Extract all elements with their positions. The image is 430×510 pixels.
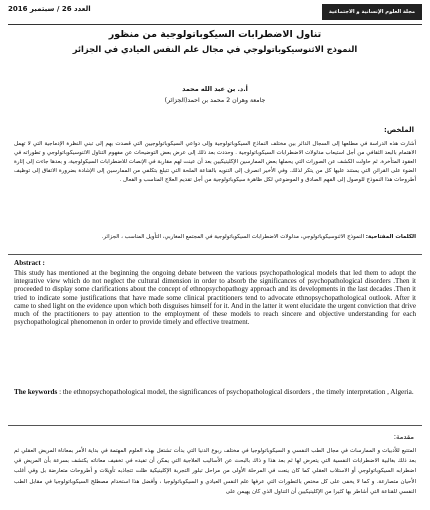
english-keywords-label: The keywords (14, 388, 58, 396)
issue-label: العدد 26 / سبتمبر 2016 (8, 5, 91, 13)
english-keywords (14, 388, 416, 397)
journal-name: مجلة العلوم الإنسانية و الاجتماعية (328, 9, 416, 15)
running-header (8, 4, 422, 22)
section-divider-2 (8, 425, 422, 426)
paper-title: تناول الاضطرابات السيكوباتولوجية من منظور (108, 29, 322, 40)
english-keywords-text: : the ethnopsychopathological model, the significances of psychopathological disorders , the timely interpretation , Algeria. (59, 388, 414, 396)
intro-heading: مقدمة: (393, 433, 414, 441)
arabic-keywords-heading: الكلمات المفتاحية: (365, 234, 416, 240)
paper-subtitle: النموذج الاثنوسيكوباتولوجي في مجال علم النفس العيادي في الجزائر (72, 44, 358, 54)
arabic-keywords (14, 232, 416, 242)
summary-text: أشارت هذه الدراسة في مطلعها إلى السجال الدائر بين مختلف النماذج السيكوباتولوجية وإلى دواعي السيكوباتولوجيين التي قصدت بهم إلى تبني النظرة الإدماجية التي لا تهمل الاهتمام بالبعد الثقافي من أجل استيعاب مدلولات الاضطرابات السيكوباتولوجية . وحددت بعد ذلك إلى عرض بعض التوضيحات عن مفهوم التناول الاثنوسيكوباتولوجي و تطوراته في العقود المتأخرة. ثم حاولت الكشف عن الصورات التي يحملها بعض الممارسين الإكلينيكيين بعد أن عينت لهم مقاربة في الإنصات للاضطرابات السيكولوجية، و بعدها جاءت إلى إثارة الضوء على القرائن التي يستند عليها كل من يتكر لذلك. وفي الأخير انصرف إلى التنويه بالقناعة الملحة التي تتبلغ بتكلفي من الممارسين إلى الإشادة بضرورة الاتفاق إلى توظيف أطروحات هذا النموذج للوصول إلى الفهم الصادق و الموضوعي لكل ظاهرة سيكوباتولوجية من أجل تقديم العلاج المناسب و الفعال . (14, 141, 416, 184)
abstract-heading: Abstract : (14, 259, 45, 267)
section-divider (8, 254, 422, 255)
header-rule (8, 24, 422, 25)
summary-heading: الملخص: (384, 126, 414, 134)
author-name: أ.د. بن عبد الله محمد (182, 85, 248, 93)
abstract-text: This study has mentioned at the beginning the ongoing debate between the various psychopathological models that led them to adopt the integrative view which do not neglect the cultural dimension in order to absorb the significances of psychopathological disorders .Then it proceeded to display some clarifications about the concept of ethnopsychopathogy approach and its developments in the last decades .Then it tried to indicate some justifications that have made some clinical practitioners tend to advocate ethnopsychopathological outlook. After it came to shed light on the evidence upon which both disguises himself for it. And in the latter it went elucidate the urgent conviction that drive much of the practitioners to pay attention to the employment of these models to reach sincere and objective understanding for each psychopathological phenomenon in order to provide timely and effective treatment. (14, 269, 416, 327)
arabic-keywords-text: النموذج الاثنوسيكوباتولوجي، مدلولات الاضطرابات السيكوباتولوجية في المجتمع المغاربي، التأويل المناسب ، الجزائر. (101, 234, 364, 240)
author-affiliation: جامعة وهران 2 محمد بن احمد(الجزائر) (164, 97, 266, 104)
intro-text: المتتبع للأدبيات و الممارسات في مجال الطب النفسي و السيكوباتولوجيا في مختلف ربوع الدنيا التي بدأت تشتغل بهذه العلوم المهتمة في بداية الأمر بمعاناة المريض العقلي ثم بعد ذلك بغالبية الاضطرابات النفسية التي يتعرض لها ثم بعد هذا و ذاك بالبحث عن الأساليب العلاجية التي يمكن أن تفيده في تخفيف معاناته يكتشف بسرعة بأن المريض في اضطرابه السيكوباتولوجي أو الاستلاب العقلي كما كان ينعت في المرحلة الأولى من مراحل تبلور التجربة الإكلينيكية ظلت تتجاذبه تأويلات و أطروحات متعارضة بل وفي أغلب الأحيان متصارعة. و كما لا يخفى على كل مختص بالتطورات التي عرفها علم النفس العيادي و السيكوباتولوجيا ، وأفضل هذا استخدام مصطلح السيكوباتولوجيا في مقابل الطب النفسي للقناعة التي أشاطر بها كثيرا من الإكلينيكيين أن التناول الذي كان يهيمن على (14, 448, 416, 495)
